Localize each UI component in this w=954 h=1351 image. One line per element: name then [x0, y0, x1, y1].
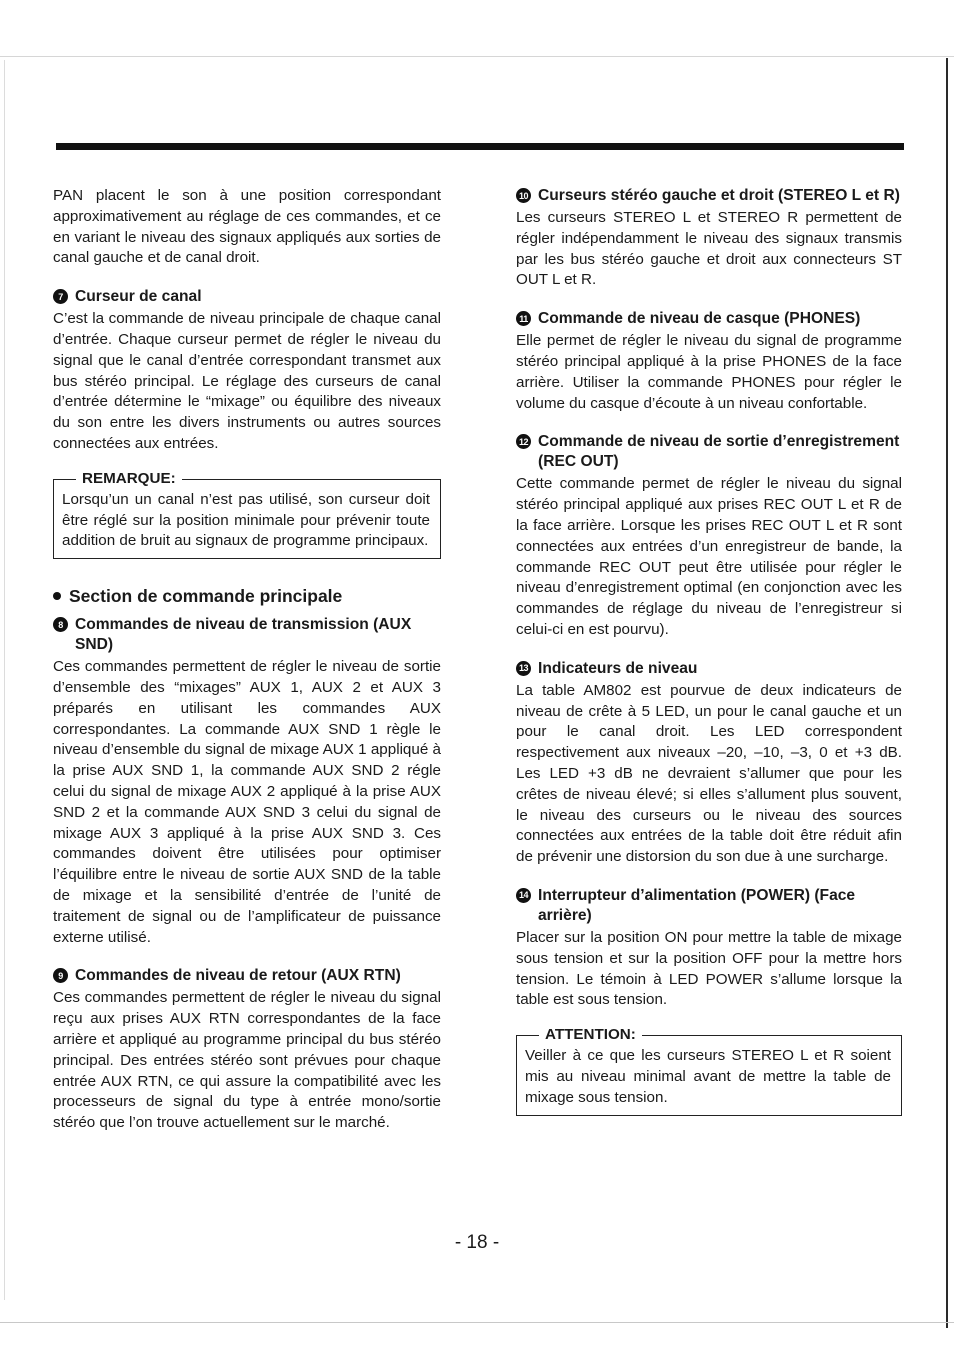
remarque-box [53, 469, 441, 559]
section-10-heading [516, 186, 902, 206]
number-11-icon: 11 [516, 311, 531, 326]
section-heading-main [53, 585, 441, 607]
section-14-title: Interrupteur d’alimentation (POWER) (Face arrière) [538, 886, 856, 924]
scan-edge-left [4, 60, 5, 1300]
scan-edge-bottom [0, 1322, 954, 1323]
section-13-text: La table AM802 est pourvue de deux indicateurs de niveau de crête à 5 LED, un pour le canal gauche et un pour le canal droit. Les LED correspondent respectivement aux niveaux –20, –10, –3, 0 et +3 dB. Les LED +3 dB ne devraient s’allumer que pour les crêtes de niveau élevé; si elles s’allument plus souvent, le niveau des curseurs ou le niveau des sources connectées aux entrées de la table doit être réduit afin de prévenir une distorsion du son due à une surcharge. [516, 681, 902, 866]
attention-box [516, 1026, 902, 1115]
number-9-icon: 9 [53, 968, 68, 983]
section-13 [516, 659, 902, 868]
section-heading-main-title: Section de commande principale [69, 586, 343, 607]
section-12-text: Cette commande permet de régler le niveau du signal stéréo principal appliqué aux prises REC OUT L et R de la face arrière. Lorsque les prises REC OUT L et R sont connectées aux entrées d’un enregistreur de bande, la commande REC OUT peut être utilisée pour régler le niveau d’enregistrement optimal (en conjonction avec les commandes de réglage du niveau de l’enregistreur si celui-ci en est pourvu). [516, 475, 902, 638]
number-8-icon: 8 [53, 617, 68, 632]
number-12-icon: 12 [516, 434, 531, 449]
section-8-heading [53, 615, 441, 655]
section-9 [53, 966, 441, 1134]
attention-label: ATTENTION: [539, 1026, 642, 1044]
section-11-heading [516, 309, 902, 329]
section-10-title: Curseurs stéréo gauche et droit (STEREO L et R) [538, 187, 900, 204]
attention-text: Veiller à ce que les curseurs STEREO L et R soient mis au niveau minimal avant de mettre la table de mixage sous tension. [525, 1047, 891, 1106]
remarque-label: REMARQUE: [76, 470, 182, 488]
section-11 [516, 309, 902, 414]
section-8 [53, 615, 441, 948]
section-10 [516, 186, 902, 291]
page-number: - 18 - [454, 1232, 500, 1253]
section-11-title: Commande de niveau de casque (PHONES) [538, 310, 861, 328]
scan-edge-top [0, 56, 954, 57]
intro-paragraph: PAN placent le son à une position correspondant approximativement au réglage de ces commandes, et ce en variant le niveau des signaux appliqués aux sorties de canal gauche et de canal droit. [53, 187, 441, 267]
section-12-title: Commande de niveau de sortie d’enregistrement (REC OUT) [538, 433, 900, 471]
section-8-title: Commandes de niveau de transmission (AUX SND) [75, 616, 412, 654]
section-7 [53, 287, 441, 455]
number-7-icon: 7 [53, 289, 68, 304]
section-14-text: Placer sur la position ON pour mettre la table de mixage sous tension et sur la position OFF pour la mettre hors tension. Le témoin à LED POWER s’allume lorsque la table est sous tension. [516, 928, 902, 1009]
number-14-icon: 14 [516, 888, 531, 903]
section-13-title: Indicateurs de niveau [538, 659, 698, 677]
section-14-heading [516, 886, 902, 926]
section-10-text: Les curseurs STEREO L et STEREO R permettent de régler indépendamment le niveau des signaux transmis par les bus stéréo gauche et droit aux connecteurs ST OUT L et R. [516, 209, 902, 289]
section-7-title: Curseur de canal [75, 288, 202, 306]
number-13-icon: 13 [516, 661, 531, 676]
header-rule [56, 143, 904, 150]
section-9-text: Ces commandes permettent de régler le niveau du signal reçu aux prises AUX RTN correspondantes de la face arrière et appliqué au programme principal du bus stéréo principal. Des entrées stéréo sont prévues pour chaque entrée AUX RTN, ce qui assure la compatibilité avec les processeurs de signal du type à entrée mono/sortie stéréo que l’on trouve actuellement sur le marché. [53, 989, 441, 1132]
section-12 [516, 432, 902, 640]
section-7-text: C’est la commande de niveau principale de chaque canal d’entrée. Chaque curseur permet de régler le niveau du signal que le canal d’entrée correspondant transmet aux bus stéréo principal. Le réglage des curseurs de canal d’entrée détermine le “mixage” ou équilibre des niveaux du son entre les divers instruments ou autres sources connectées aux entrées. [53, 310, 441, 452]
section-11-text: Elle permet de régler le niveau du signal de programme stéréo principal appliqué à la prise PHONES de la face arrière. Utiliser la commande PHONES pour régler le volume du casque d’écoute à un niveau confortable. [516, 332, 902, 412]
right-column [516, 186, 902, 1116]
section-14 [516, 886, 902, 1011]
section-8-text: Ces commandes permettent de régler le niveau de sortie d’ensemble des “mixages” AUX 1, AUX 2 et AUX 3 préparés en utilisant les commandes AUX correspondantes. La commande AUX SND 1 règle le niveau d’ensemble du signal de mixage AUX 1 appliqué à la prise AUX SND 1, la commande AUX SND 2 régle celui du signal de mixage AUX 2 appliqué à la prise AUX SND 2 et la commande AUX SND 3 celui du signal de mixage AUX 3 appliqué à la prise AUX SND 3. Ces commandes doivent être utilisées pour optimiser l’équilibre entre le niveau de sortie AUX SND de la table de mixage et la sensibilité d’entrée de l’unité de traitement de signal ou de l’amplificateur de puissance externe utilisé. [53, 658, 441, 946]
left-column [53, 186, 441, 1134]
section-13-heading [516, 659, 902, 679]
section-12-heading [516, 432, 902, 472]
section-9-title: Commandes de niveau de retour (AUX RTN) [75, 967, 401, 985]
number-10-icon: 10 [516, 188, 531, 203]
section-7-heading [53, 287, 441, 307]
scan-edge-right [946, 58, 948, 1328]
remarque-text: Lorsqu’un un canal n’est pas utilisé, son curseur doit être réglé sur la position minimale pour prévenir toute addition de bruit au signaux de programme principaux. [62, 490, 430, 550]
section-9-heading [53, 966, 441, 986]
bullet-icon [53, 592, 61, 600]
